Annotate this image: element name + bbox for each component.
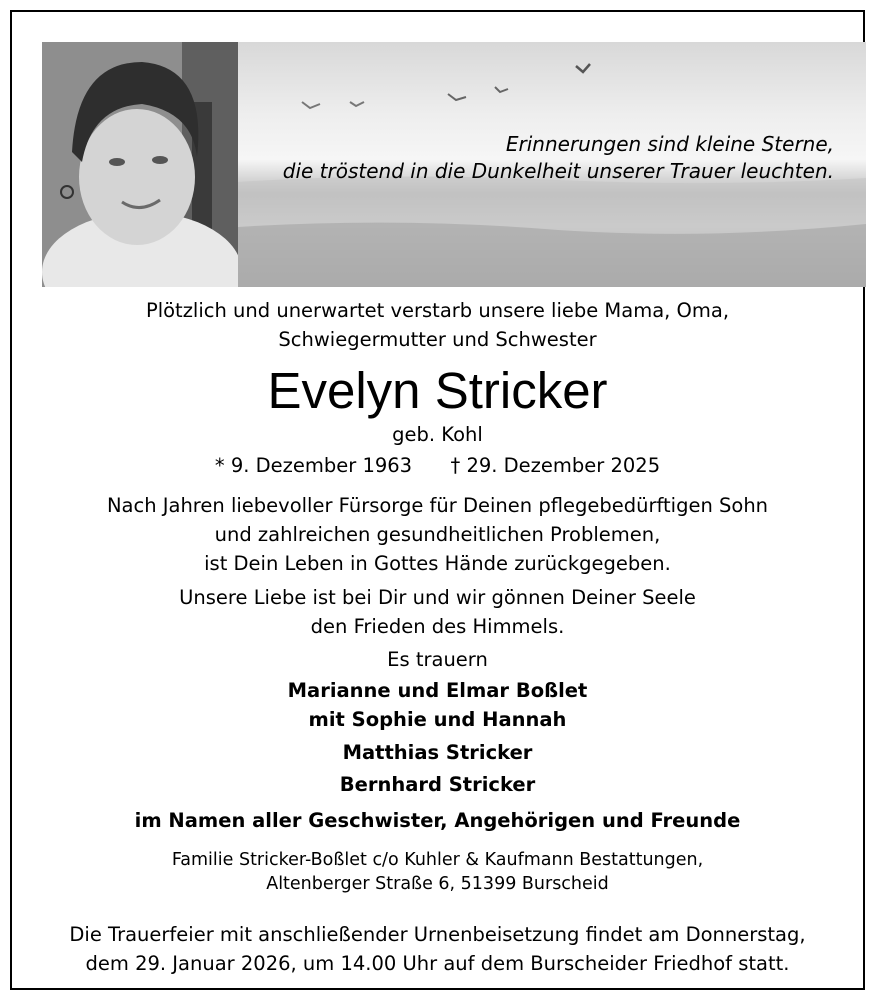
intro-line: Schwiegermutter und Schwester (278, 328, 597, 351)
quote-line: die tröstend in die Dunkelheit unserer Trauer leuchten. (282, 159, 834, 183)
text-line: den Frieden des Himmels. (310, 615, 565, 638)
mourner-line: Matthias Stricker (342, 741, 533, 764)
text-block-1 (12, 491, 863, 578)
intro-line: Plötzlich und unerwartet verstarb unsere liebe Mama, Oma, (145, 299, 730, 322)
address (12, 848, 863, 896)
text-line: Nach Jahren liebevoller Fürsorge für Deinen pflegebedürftigen Sohn (106, 494, 769, 517)
text-line: und zahlreichen gesundheitlichen Problemen, (214, 523, 661, 546)
address-line: Familie Stricker-Boßlet c/o Kuhler & Kaufmann Bestattungen, (171, 850, 704, 870)
mourner-line: mit Sophie und Hannah (308, 708, 567, 731)
maiden-name: geb. Kohl (392, 423, 483, 446)
mourner-line: Marianne und Elmar Boßlet (287, 679, 588, 702)
portrait-photo (42, 42, 238, 287)
quote-line: Erinnerungen sind kleine Sterne, (505, 132, 834, 156)
intro-text (12, 296, 863, 354)
birth-date: * 9. Dezember 1963 (214, 454, 413, 477)
deceased-name: Evelyn Stricker (267, 362, 608, 419)
death-date: † 29. Dezember 2025 (450, 454, 661, 477)
mourning-intro: Es trauern (387, 648, 488, 671)
header-image (42, 42, 866, 287)
life-dates (12, 451, 863, 480)
mourner-line: im Namen aller Geschwister, Angehörigen und Freunde (134, 809, 741, 832)
ceremony-line: Die Trauerfeier mit anschließender Urnenbeisetzung findet am Donnerstag, (69, 923, 806, 946)
text-block-2 (12, 583, 863, 641)
ceremony-info (12, 920, 863, 978)
mourner-line: Bernhard Stricker (339, 773, 536, 796)
text-line: ist Dein Leben in Gottes Hände zurückgegeben. (204, 552, 671, 575)
text-line: Unsere Liebe ist bei Dir und wir gönnen Deiner Seele (179, 586, 696, 609)
seagull-icon (576, 64, 590, 72)
mourners (12, 676, 863, 734)
address-line: Altenberger Straße 6, 51399 Burscheid (266, 874, 609, 894)
quote (283, 131, 834, 185)
ceremony-line: dem 29. Januar 2026, um 14.00 Uhr auf dem Burscheider Friedhof statt. (85, 952, 790, 975)
